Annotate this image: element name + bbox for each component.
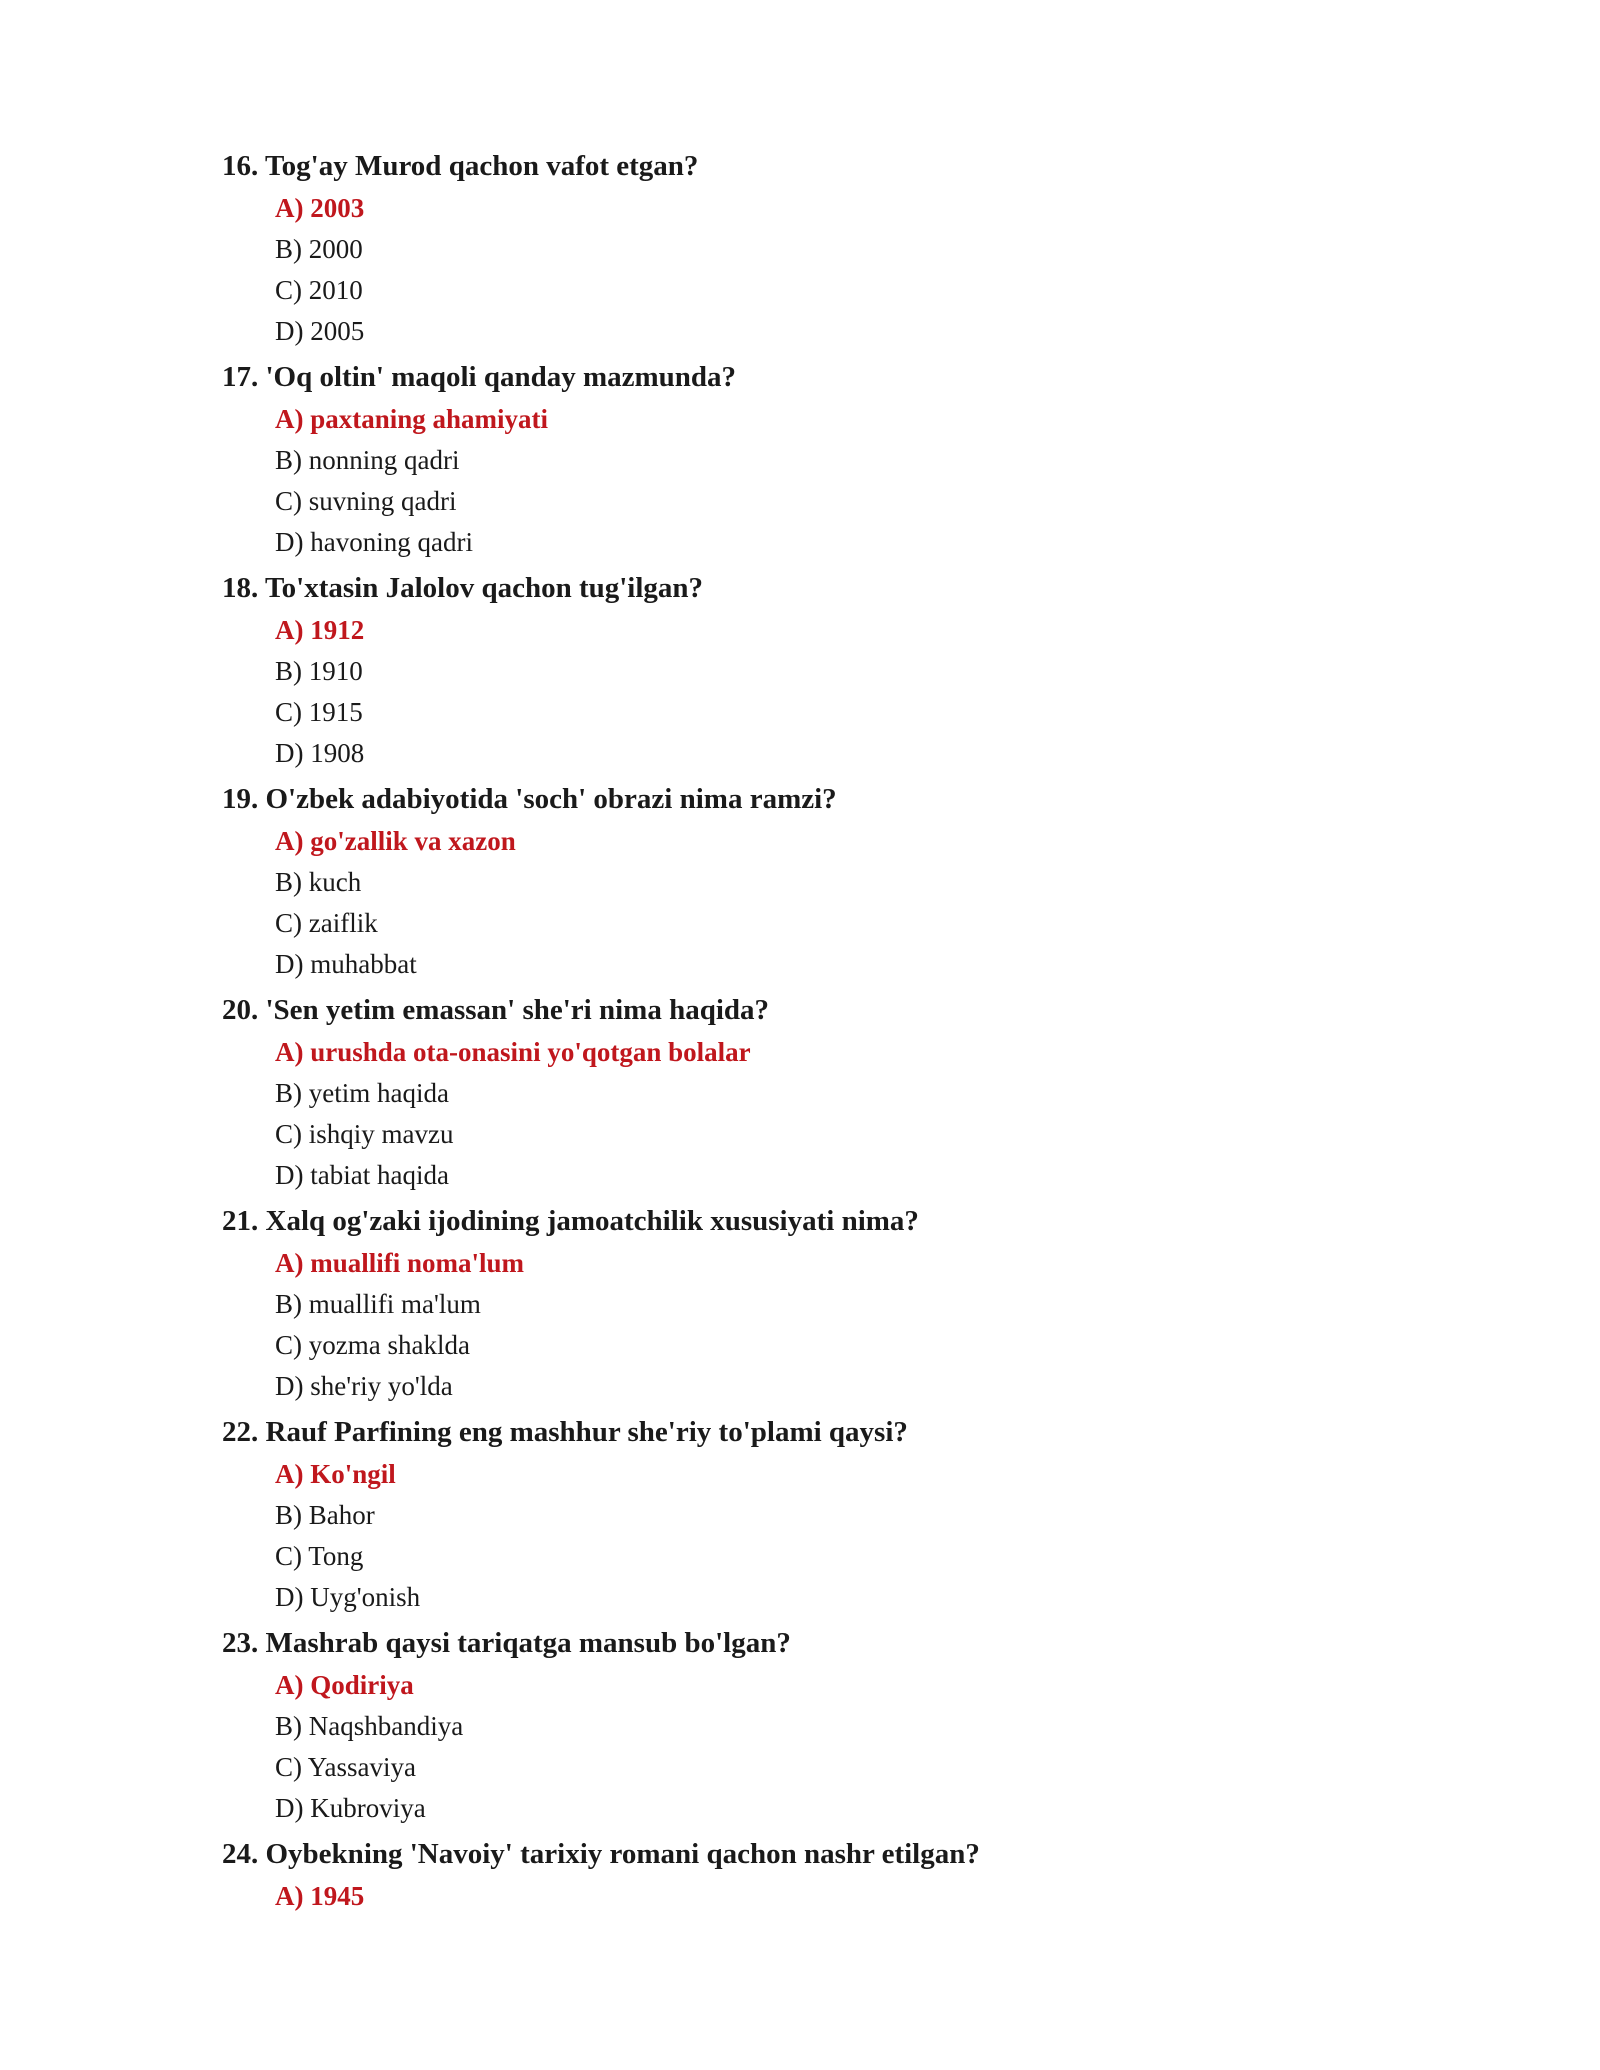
question-18 xyxy=(222,568,1472,774)
answer-option: A) Qodiriya xyxy=(275,1670,414,1700)
answer-option: A) 2003 xyxy=(275,193,365,223)
answer-option: A) 1912 xyxy=(275,615,365,645)
answer-option: A) Ko'ngil xyxy=(275,1459,396,1489)
question-title: 17. 'Oq oltin' maqoli qanday mazmunda? xyxy=(222,361,737,393)
answer-option: C) 2010 xyxy=(275,275,363,305)
question-title: 20. 'Sen yetim emassan' she'ri nima haqida? xyxy=(222,994,770,1026)
question-title: 18. To'xtasin Jalolov qachon tug'ilgan? xyxy=(222,572,704,604)
answer-option: B) 1910 xyxy=(275,656,363,686)
answer-option: B) muallifi ma'lum xyxy=(275,1289,481,1319)
question-19 xyxy=(222,779,1472,985)
answer-option: C) suvning qadri xyxy=(275,486,457,516)
question-title: 23. Mashrab qaysi tariqatga mansub bo'lgan? xyxy=(222,1627,791,1659)
answer-option: D) havoning qadri xyxy=(275,527,473,557)
answer-option: C) ishqiy mavzu xyxy=(275,1119,454,1149)
question-16 xyxy=(222,146,1472,352)
answer-option: C) Tong xyxy=(275,1541,364,1571)
answer-option: A) urushda ota-onasini yo'qotgan bolalar xyxy=(275,1037,751,1067)
quiz-list xyxy=(222,146,1472,1917)
answer-option: D) Kubroviya xyxy=(275,1793,426,1823)
answer-option: B) kuch xyxy=(275,867,362,897)
answer-option: C) zaiflik xyxy=(275,908,378,938)
question-22 xyxy=(222,1412,1472,1618)
answer-option: A) 1945 xyxy=(275,1881,365,1911)
answer-option: D) 2005 xyxy=(275,316,365,346)
question-24 xyxy=(222,1834,1472,1917)
answer-option: B) yetim haqida xyxy=(275,1078,449,1108)
answer-option: B) Bahor xyxy=(275,1500,375,1530)
answer-option: A) muallifi noma'lum xyxy=(275,1248,525,1278)
question-21 xyxy=(222,1201,1472,1407)
question-title: 24. Oybekning 'Navoiy' tarixiy romani qachon nashr etilgan? xyxy=(222,1838,980,1870)
question-23 xyxy=(222,1623,1472,1829)
answer-option: C) yozma shaklda xyxy=(275,1330,470,1360)
answer-option: D) Uyg'onish xyxy=(275,1582,421,1612)
answer-option: A) go'zallik va xazon xyxy=(275,826,516,856)
question-title: 16. Tog'ay Murod qachon vafot etgan? xyxy=(222,150,699,182)
answer-option: B) 2000 xyxy=(275,234,363,264)
question-title: 22. Rauf Parfining eng mashhur she'riy to'plami qaysi? xyxy=(222,1416,908,1448)
question-title: 19. O'zbek adabiyotida 'soch' obrazi nima ramzi? xyxy=(222,783,837,815)
answer-option: D) muhabbat xyxy=(275,949,417,979)
answer-option: D) tabiat haqida xyxy=(275,1160,449,1190)
answer-option: D) 1908 xyxy=(275,738,365,768)
answer-option: D) she'riy yo'lda xyxy=(275,1371,453,1401)
question-title: 21. Xalq og'zaki ijodining jamoatchilik xususiyati nima? xyxy=(222,1205,919,1237)
question-20 xyxy=(222,990,1472,1196)
answer-option: C) Yassaviya xyxy=(275,1752,417,1782)
answer-option: A) paxtaning ahamiyati xyxy=(275,404,549,434)
answer-option: B) nonning qadri xyxy=(275,445,460,475)
question-17 xyxy=(222,357,1472,563)
answer-option: B) Naqshbandiya xyxy=(275,1711,464,1741)
answer-option: C) 1915 xyxy=(275,697,363,727)
